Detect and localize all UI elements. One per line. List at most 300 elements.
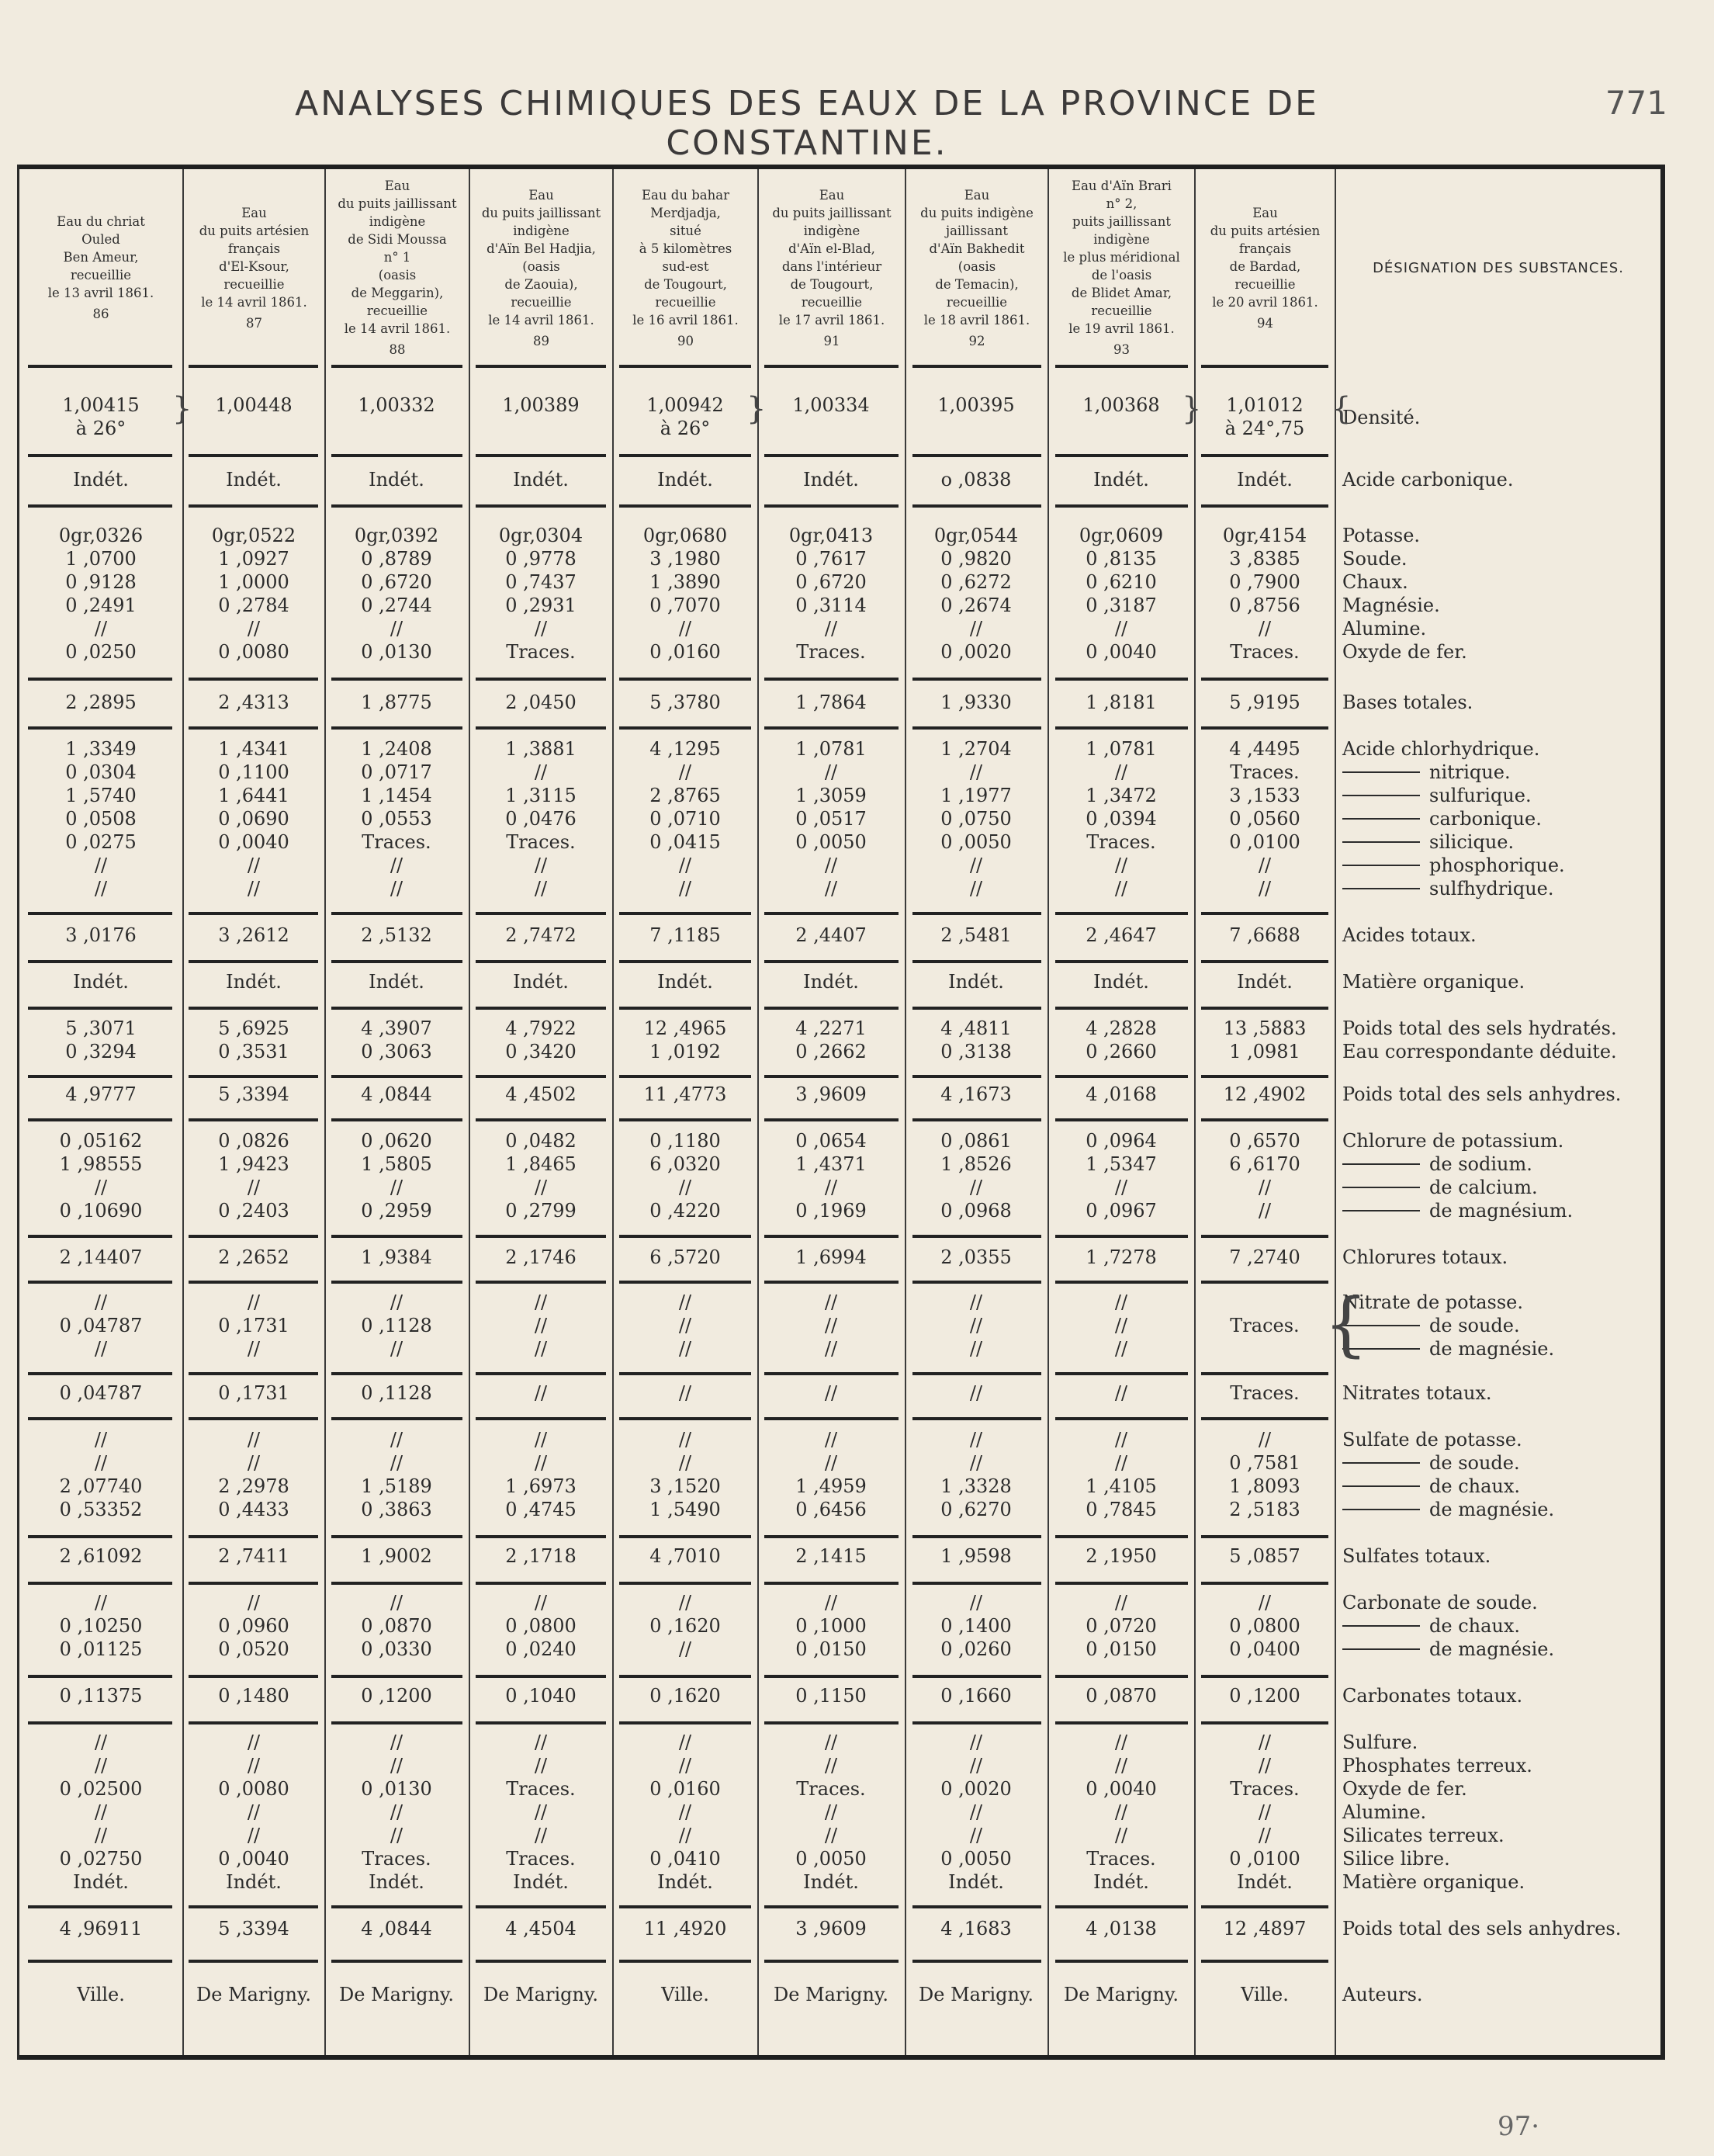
table-cell: 0 ,0050 [940,1848,1012,1870]
table-cell: 1,00448 [215,394,293,416]
table-cell: 1 ,4371 [795,1153,867,1175]
table-cell: 0 ,9820 [940,548,1012,570]
table-cell: 4 ,7010 [649,1545,721,1567]
table-cell: 0 ,6210 [1086,571,1157,593]
table-cell: // [1114,1825,1128,1846]
table-cell: // [1258,1200,1272,1222]
ditto-dash [1342,1462,1420,1464]
row-rule [1201,1675,1328,1678]
table-cell: 0 ,0553 [361,808,432,830]
ditto-dash [1342,795,1420,796]
column-divider [1335,169,1336,2055]
row-rule [1201,912,1328,915]
row-rule [189,1535,318,1538]
row-rule [1201,1075,1328,1078]
table-cell: // [94,1452,108,1474]
table-cell: Traces. [1230,641,1300,663]
header-col-92 [906,175,1047,360]
row-rule [764,504,899,508]
row-rule [1201,1535,1328,1538]
substance-label [1342,1153,1532,1176]
substance-label: Matière organique. [1342,971,1525,993]
table-cell: 0 ,0964 [1086,1130,1157,1152]
table-cell: // [94,1592,108,1614]
table-cell: Indét. [1237,971,1293,993]
table-cell: 4 ,1295 [649,738,721,760]
header-line: situé [670,223,701,238]
table-cell: 1 ,4959 [795,1475,867,1497]
table-cell: Traces. [796,641,866,663]
header-line: le plus méridional [1063,250,1180,265]
row-rule [1055,960,1188,963]
table-cell: 1 ,0781 [1086,738,1157,760]
header-line: le 20 avril 1861. [1212,294,1318,310]
table-cell: // [390,1592,403,1614]
row-rule [28,1535,172,1538]
table-cell: 1 ,98555 [59,1153,143,1175]
row-rule [189,1281,318,1284]
substance-label: Potasse. [1342,525,1421,546]
table-cell: // [678,1382,692,1404]
table-cell: 0 ,04787 [59,1315,143,1336]
substance-label: Matière organique. [1342,1871,1525,1893]
table-cell: 3 ,8385 [1229,548,1300,570]
table-cell: // [824,1825,838,1846]
row-rule [476,678,606,681]
header-line: indigène [513,223,570,238]
table-cell: Indét. [226,971,282,993]
header-line: de Sidi Moussa [348,232,447,247]
row-rule [912,1007,1041,1010]
table-cell: 0 ,01125 [59,1638,143,1660]
table-cell: 0 ,3114 [795,594,867,616]
table-cell: // [94,1731,108,1753]
substance-label: Sulfates totaux. [1342,1545,1491,1567]
substance-label [1342,1451,1520,1475]
table-cell: Traces. [1230,1382,1300,1404]
row-rule [189,912,318,915]
row-rule [28,1582,172,1585]
header-line: d'Aïn Bel Hadjia, [486,241,596,256]
row-rule [189,1235,318,1238]
row-rule [331,1075,462,1078]
table-cell: 0 ,0710 [649,808,721,830]
table-cell: // [824,761,838,783]
table-cell: // [678,1315,692,1336]
table-cell: 0 ,2784 [218,594,289,616]
table-cell: 1 ,0000 [218,571,289,593]
row-rule [28,726,172,730]
row-rule [1201,454,1328,457]
table-cell: // [1258,878,1272,899]
substance-label: Chaux. [1342,571,1408,593]
header-line: recueillie [366,303,428,318]
table-cell: 1 ,7864 [795,692,867,713]
table-cell: 0 ,3531 [218,1041,289,1062]
table-cell: // [247,1801,261,1823]
row-rule [619,1721,751,1724]
row-rule [764,1372,899,1375]
header-line: de l'oasis [1091,268,1152,282]
ditto-dash [1342,1210,1420,1211]
row-rule [764,1235,899,1238]
row-rule [28,1235,172,1238]
substance-label: Carbonates totaux. [1342,1685,1523,1707]
table-cell: // [534,1429,548,1451]
row-rule [912,1905,1041,1908]
row-rule [331,726,462,730]
table-cell: 1 ,8093 [1229,1475,1300,1497]
header-line: jaillissant [945,223,1009,238]
row-rule [331,1905,462,1908]
row-rule [331,454,462,457]
header-line: Ben Ameur, [63,250,139,265]
row-rule [189,726,318,730]
row-rule [189,1118,318,1121]
table-cell: 7 ,2740 [1229,1246,1300,1268]
row-rule [912,912,1041,915]
table-cell: 0 ,7581 [1229,1452,1300,1474]
table-cell: 0 ,2662 [795,1041,867,1062]
table-cell: // [390,1825,403,1846]
table-cell: // [824,1731,838,1753]
table-cell: 1 ,3115 [505,785,577,806]
table-cell: // [247,1592,261,1614]
row-rule [189,678,318,681]
table-cell: 0 ,0508 [65,808,137,830]
row-rule [189,1675,318,1678]
table-cell: Ville. [77,1984,125,2005]
table-cell: // [824,1338,838,1360]
row-rule [331,1007,462,1010]
table-cell: // [824,1315,838,1336]
substance-label [1342,1498,1554,1521]
row-rule [189,1075,318,1078]
table-cell: 0 ,0410 [649,1848,721,1870]
table-cell: 0 ,0050 [795,1848,867,1870]
table-cell [1195,1337,1335,1360]
column-number: 87 [246,315,262,331]
row-rule [912,504,1041,508]
row-rule [764,1417,899,1420]
table-cell: // [390,854,403,876]
table-cell: // [969,1801,983,1823]
row-rule [619,1960,751,1963]
row-rule [1055,365,1188,368]
header-line: du puits jaillissant [772,205,892,220]
header-col-88 [326,175,469,360]
table-cell: 0 ,0520 [218,1638,289,1660]
table-cell: // [390,1755,403,1776]
row-rule [1201,1721,1328,1724]
row-rule [912,1721,1041,1724]
table-cell: 1 ,9384 [361,1246,432,1268]
header-line: le 14 avril 1861. [344,321,451,336]
header-line: le 19 avril 1861. [1068,321,1175,336]
substance-label: Nitrates totaux. [1342,1382,1492,1404]
row-rule [764,365,899,368]
table-cell: 0 ,6272 [940,571,1012,593]
table-cell: // [824,854,838,876]
table-cell: 5 ,3394 [218,1083,289,1105]
table-cell: 2 ,5481 [940,924,1012,946]
header-line: de Meggarin), [351,286,444,300]
brace: } [172,391,192,427]
header-col-94 [1196,175,1335,360]
substance-label [1342,1638,1554,1661]
row-rule [619,960,751,963]
table-cell: 0 ,8135 [1086,548,1157,570]
row-rule [912,678,1041,681]
table-cell: // [824,1592,838,1614]
substance-label-text: nitrique. [1429,761,1511,783]
header-line: Merdjadja, [650,205,721,220]
table-cell: 0 ,0100 [1229,831,1300,853]
table-cell: 0 ,2403 [218,1200,289,1222]
table-cell: // [390,1177,403,1198]
table-cell: Traces. [1230,1315,1300,1336]
row-rule [331,1372,462,1375]
column-divider [469,169,470,2055]
table-cell: 0 ,1040 [505,1685,577,1707]
substance-label [1342,1176,1538,1199]
table-cell: 1 ,9423 [218,1153,289,1175]
table-cell: 2 ,4407 [795,924,867,946]
substance-label: Poids total des sels anhydres. [1342,1083,1622,1105]
row-rule [476,1281,606,1284]
header-line: français [1238,241,1292,256]
table-cell: // [390,878,403,899]
table-cell: 4 ,0168 [1086,1083,1157,1105]
table-cell: // [678,1177,692,1198]
table-cell: 1 ,5347 [1086,1153,1157,1175]
substance-label-text: silicique. [1429,831,1515,853]
table-cell: // [1114,1592,1128,1614]
ditto-dash [1342,1648,1420,1650]
table-cell: 0 ,0275 [65,831,137,853]
table-cell: Indét. [1237,1871,1293,1893]
row-rule [28,1281,172,1284]
table-cell: // [678,1755,692,1776]
row-rule [912,1535,1041,1538]
table-cell: 0 ,0304 [65,761,137,783]
table-cell: // [824,1452,838,1474]
substance-label: Eau correspondante déduite. [1342,1041,1617,1062]
table-cell: // [969,1338,983,1360]
row-rule [912,454,1041,457]
table-cell: // [1114,1452,1128,1474]
row-rule [28,1007,172,1010]
header-designation: DÉSIGNATION DES SUBSTANCES. [1373,259,1624,276]
row-rule [1055,912,1188,915]
substance-label: Densité. [1342,407,1421,428]
column-number: 86 [92,307,109,321]
table-cell: 1,00395 [937,394,1015,416]
table-cell: // [390,1731,403,1753]
substance-label: Acide carbonique. [1342,469,1514,490]
table-cell: 1,01012 [1226,394,1304,416]
table-cell: 0 ,0560 [1229,808,1300,830]
header-line: le 14 avril 1861. [201,294,307,310]
substance-label: Oxyde de fer. [1342,641,1467,663]
row-rule [619,1675,751,1678]
table-cell: // [1114,1177,1128,1198]
row-rule [1055,1905,1188,1908]
table-cell: 0 ,6270 [940,1499,1012,1520]
header-line: recueillie [655,294,716,310]
header-col-91 [759,175,905,360]
ditto-dash [1342,771,1420,773]
row-rule [189,365,318,368]
table-cell: 2 ,4647 [1086,924,1157,946]
table-cell: // [969,1382,983,1404]
header-line: d'El-Ksour, [219,258,289,274]
substance-label-text: de magnésie. [1429,1638,1555,1660]
table-cell: 0gr,0413 [788,525,874,546]
table-left-border [17,165,19,2060]
table-cell: 0 ,6720 [361,571,432,593]
table-cell: // [534,854,548,876]
table-cell: o ,0838 [940,469,1012,490]
row-rule [619,1281,751,1284]
header-line: de Bardad, [1229,258,1301,274]
table-cell: 0 ,0800 [1229,1615,1300,1637]
table-cell: De Marigny. [483,1984,598,2005]
table-cell: 2 ,1746 [505,1246,577,1268]
table-cell: 1 ,0981 [1229,1041,1300,1062]
header-line: le 18 avril 1861. [923,312,1030,328]
header-line: recueillie [511,294,572,310]
column-number: 94 [1257,315,1273,331]
row-rule [331,504,462,508]
substance-label: Magnésie. [1342,594,1440,616]
row-rule [28,1417,172,1420]
ditto-dash [1342,1625,1420,1627]
table-cell: 4 ,2271 [795,1017,867,1039]
row-rule [28,678,172,681]
table-cell: 0 ,1731 [218,1382,289,1404]
table-cell: 3 ,2612 [218,924,289,946]
table-cell: 0 ,7617 [795,548,867,570]
row-rule [331,1118,462,1121]
row-rule [1201,1118,1328,1121]
header-line: le 14 avril 1861. [488,312,594,328]
header-line: indigène [1093,232,1150,247]
table-cell: 0 ,7900 [1229,571,1300,593]
table-cell: 0 ,1150 [795,1685,867,1707]
table-cell: 4 ,4495 [1229,738,1300,760]
table-cell: // [678,1452,692,1474]
table-cell: 0 ,10250 [59,1615,143,1637]
table-cell: 0 ,0040 [1086,1778,1157,1800]
substance-label: Poids total des sels hydratés. [1342,1017,1617,1039]
row-rule [912,726,1041,730]
table-cell: 1 ,5805 [361,1153,432,1175]
table-cell: Traces. [1230,761,1300,783]
table-cell: 0 ,8789 [361,548,432,570]
table-cell: // [534,1315,548,1336]
header-line: (oasis [522,258,560,274]
row-rule [476,1960,606,1963]
row-rule [189,960,318,963]
table-cell: // [678,878,692,899]
substance-label [1342,761,1511,784]
table-cell: 0 ,3063 [361,1041,432,1062]
table-cell: // [969,878,983,899]
ditto-dash [1342,1509,1420,1510]
table-cell: 0 ,05162 [59,1130,143,1152]
header-line: Eau [964,187,990,203]
row-rule [476,1007,606,1010]
table-cell: // [534,618,548,640]
table-cell: // [390,1452,403,1474]
row-rule [28,912,172,915]
row-rule [1201,960,1328,963]
table-cell: 1 ,3059 [795,785,867,806]
table-cell: // [94,1291,108,1313]
row-rule [619,365,751,368]
table-cell: 0 ,0415 [649,831,721,853]
row-rule [476,1721,606,1724]
table-cell: 0 ,0394 [1086,808,1157,830]
row-rule [1055,454,1188,457]
table-cell: Traces. [362,831,431,853]
substance-label: Silicates terreux. [1342,1825,1505,1846]
table-cell: // [824,1291,838,1313]
table-cell: 4 ,4504 [505,1918,577,1939]
table-cell: 0 ,0482 [505,1130,577,1152]
row-rule [619,454,751,457]
header-line: le 17 avril 1861. [778,312,885,328]
table-cell: 11 ,4773 [643,1083,727,1105]
header-line: recueillie [946,294,1008,310]
table-cell: // [1114,1801,1128,1823]
table-cell: 0 ,0240 [505,1638,577,1660]
table-cell: 0 ,2931 [505,594,577,616]
table-cell: // [824,1382,838,1404]
table-cell: 0 ,1000 [795,1615,867,1637]
header-line: (oasis [957,258,996,274]
table-cell: 0gr,0326 [58,525,144,546]
header-line: n° 2, [1106,196,1137,211]
table-cell: Indét. [73,971,129,993]
substance-label: Phosphates terreux. [1342,1755,1532,1776]
substance-label-text: de magnésie. [1429,1338,1555,1360]
row-rule [912,1281,1041,1284]
row-rule [28,504,172,508]
table-cell: 5 ,6925 [218,1017,289,1039]
table-cell: 4 ,9777 [65,1083,137,1105]
table-cell: 1 ,4341 [218,738,289,760]
table-cell: 1 ,6973 [505,1475,577,1497]
table-cell: // [678,1638,692,1660]
table-cell: // [247,1338,261,1360]
table-cell: Indét. [369,1871,424,1893]
row-rule [1201,726,1328,730]
row-rule [189,454,318,457]
column-divider [612,169,614,2055]
table-cell: 0 ,4220 [649,1200,721,1222]
row-rule [764,1960,899,1963]
row-rule [28,1675,172,1678]
table-cell: 5 ,3780 [649,692,721,713]
header-line: puits jaillissant [1072,214,1171,229]
table-cell [1195,1291,1335,1314]
substance-label: Bases totales. [1342,692,1473,713]
header-line: du puits artésien [1210,223,1321,238]
table-cell: // [969,1291,983,1313]
substance-label [1342,1337,1554,1360]
